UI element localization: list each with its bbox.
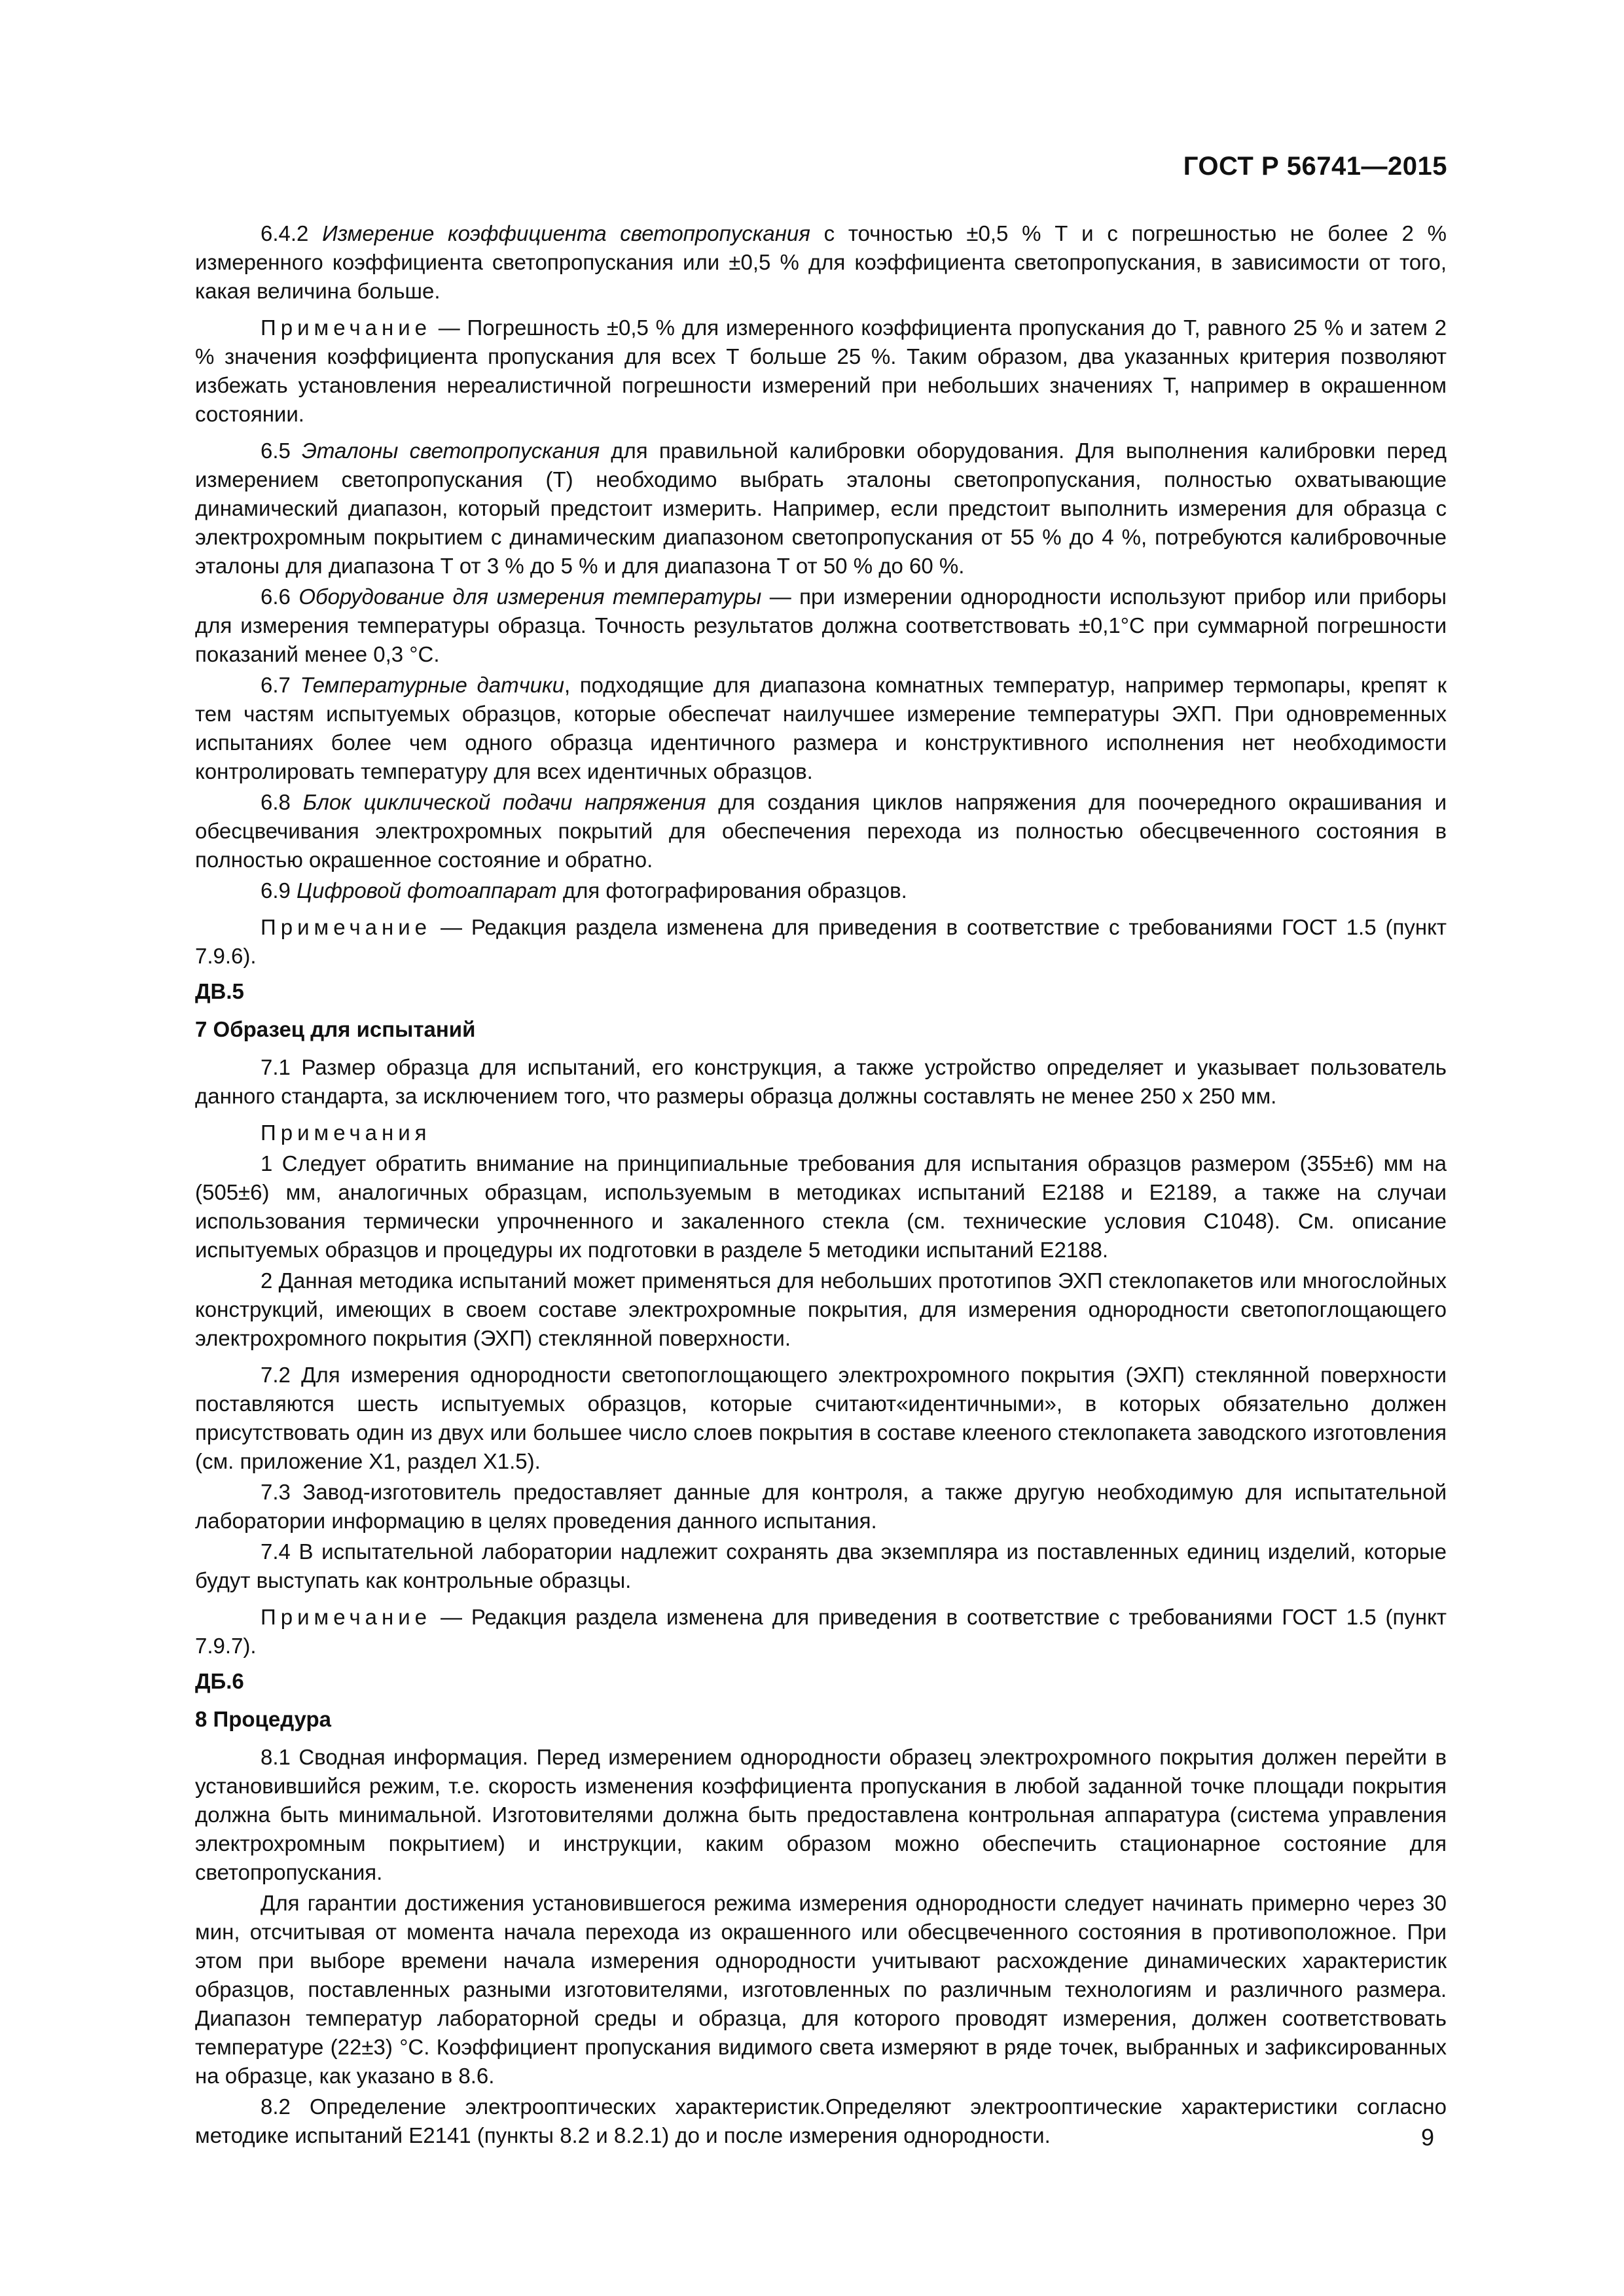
note-item-2: 2 Данная методика испытаний может применяться для небольших прототипов ЭХП стеклопакетов или многослойных конструкций, имеющих в своем составе электрохромные покрытия, для измерения однородности светопоглощающего электрохромного покрытия (ЭХП) стеклянной поверхности. — [195, 1268, 1447, 1350]
note-2 — [195, 913, 1447, 971]
clause-number: 6.9 — [261, 878, 297, 903]
note-label: Примечание — [261, 915, 432, 939]
clause-term: Эталоны светопропускания — [302, 439, 600, 463]
note-text: — Редакция раздела изменена для приведения в соответствие с требованиями ГОСТ 1.5 (пункт 7.9.7). — [195, 1605, 1447, 1658]
paragraph-6-4-2 — [195, 219, 1447, 306]
paragraph-7-2: 7.2 Для измерения однородности светопоглощающего электрохромного покрытия (ЭХП) стеклянной поверхности поставляются шесть испытуемых образцов, которые считают«идентичными», в которых обязательно должен присутствовать один из двух или большее число слоев покрытия в составе клееного стеклопакета заводского изготовления (см. приложение Х1, раздел Х1.5). — [195, 1363, 1447, 1473]
clause-number: 6.4.2 — [261, 221, 323, 245]
page-number: 9 — [1420, 2124, 1434, 2151]
heading-section-8: 8 Процедура — [195, 1707, 331, 1731]
paragraph-8-2: 8.2 Определение электрооптических характеристик.Определяют электрооптические характеристики согласно методике испытаний Е2141 (пункты 8.2 и 8.2.1) до и после измерения однородности. — [195, 2094, 1447, 2147]
clause-number: 6.8 — [261, 790, 303, 814]
clause-number: 6.5 — [261, 439, 302, 463]
heading-section-7: 7 Образец для испытаний — [195, 1017, 476, 1041]
paragraph-7-1: 7.1 Размер образца для испытаний, его конструкция, а также устройство определяет и указывает пользователь данного стандарта, за исключением того, что размеры образца должны составлять не менее 250 х 250 мм. — [195, 1055, 1447, 1108]
paragraph-6-6 — [195, 583, 1447, 669]
note-text: — Редакция раздела изменена для приведения в соответствие с требованиями ГОСТ 1.5 (пункт 7.9.6). — [195, 915, 1447, 968]
notes-label — [195, 1119, 1447, 1147]
heading-dv5: ДВ.5 — [195, 979, 244, 1003]
clause-text: для фотографирования образцов. — [556, 878, 907, 903]
clause-text: — при измерении однородности используют прибор или приборы для измерения температуры образца. Точность результатов должна соответствовать ±0,1°С при суммарной погрешности показаний менее 0,3 °С. — [195, 584, 1447, 666]
page-content — [195, 219, 1447, 2152]
note-3 — [195, 1603, 1447, 1660]
clause-term: Температурные датчики — [300, 673, 564, 697]
paragraph-7-3: 7.3 Завод-изготовитель предоставляет данные для контроля, а также другую необходимую для испытательной лаборатории информацию в целях проведения данного испытания. — [195, 1480, 1447, 1533]
clause-text: для правильной калибровки оборудования. Для выполнения калибровки перед измерением светопропускания (Т) необходимо выбрать эталоны светопропускания, полностью охватывающие динамический диапазон, который предстоит измерить. Например, если предстоит выполнить измерения для образца с электрохромным покрытием с динамическим диапазоном светопропускания от 55 % до 4 %, потребуются калибровочные эталоны для диапазона Т от 3 % до 5 % и для диапазона Т от 50 % до 60 %. — [195, 439, 1447, 578]
notes-label-text: Примечания — [261, 1121, 431, 1145]
clause-term: Блок циклической подачи напряжения — [302, 790, 706, 814]
clause-text: с точностью ±0,5 % Т и с погрешностью не более 2 % измеренного коэффициента светопропускания или ±0,5 % для коэффициента светопропускания, в зависимости от того, какая величина больше. — [195, 221, 1447, 303]
paragraph-7-4: 7.4 В испытательной лаборатории надлежит сохранять два экземпляра из поставленных единиц изделий, которые будут выступать как контрольные образцы. — [195, 1539, 1447, 1592]
paragraph-6-8 — [195, 788, 1447, 874]
note-text: — Погрешность ±0,5 % для измеренного коэффициента пропускания до Т, равного 25 % и затем 2 % значения коэффициента пропускания для всех Т больше 25 %. Таким образом, два указанных критерия позволяют избежать установления нереалистичной погрешности измерений при небольших значениях Т, например в окрашенном состоянии. — [195, 315, 1447, 426]
clause-term: Оборудование для измерения температуры — [298, 584, 762, 609]
clause-text: для создания циклов напряжения для поочередного окрашивания и обесцвечивания электрохромных покрытий для обеспечения перехода из полностью обесцвеченного состояния в полностью окрашенное состояние и обратно. — [195, 790, 1447, 872]
note-label: Примечание — [261, 1605, 432, 1629]
standard-header: ГОСТ Р 56741—2015 — [1183, 152, 1447, 181]
heading-db6: ДБ.6 — [195, 1669, 244, 1693]
paragraph-8-1-continued: Для гарантии достижения установившегося режима измерения однородности следует начинать примерно через 30 мин, отсчитывая от момента начала перехода из окрашенного или обесцвеченного состояния в противоположное. При этом при выборе времени начала измерения однородности учитывают расхождение динамических характеристик образцов, поставленных разными изготовителями, изготовленных по различным технологиям и различного размера. Диапазон температур лабораторной среды и образца, для которого проводят измерения, должен соответствовать температуре (22±3) °С. Коэффициент пропускания видимого света измеряют в ряде точек, выбранных и зафиксированных на образце, как указано в 8.6. — [195, 1891, 1447, 2088]
note-1 — [195, 314, 1447, 429]
clause-term: Цифровой фотоаппарат — [297, 878, 557, 903]
paragraph-6-5 — [195, 437, 1447, 581]
paragraph-6-9 — [195, 876, 1447, 905]
clause-number: 6.7 — [261, 673, 300, 697]
note-label: Примечание — [261, 315, 432, 340]
paragraph-8-1: 8.1 Сводная информация. Перед измерением однородности образец электрохромного покрытия должен перейти в установившийся режим, т.е. скорость изменения коэффициента пропускания в любой заданной точке площади покрытия должна быть минимальной. Изготовителями должна быть предоставлена контрольная аппаратура (система управления электрохромным покрытием) и инструкции, каким образом можно обеспечить стационарное состояние для светопропускания. — [195, 1745, 1447, 1884]
clause-number: 6.6 — [261, 584, 299, 609]
note-item-1: 1 Следует обратить внимание на принципиальные требования для испытания образцов размером (355±6) мм на (505±6) мм, аналогичных образцам, используемым в методиках испытаний Е2188 и Е2189, а также на случаи использования термически упрочненного и закаленного стекла (см. технические условия С1048). См. описание испытуемых образцов и процедуры их подготовки в разделе 5 методики испытаний Е2188. — [195, 1151, 1447, 1262]
paragraph-6-7 — [195, 671, 1447, 786]
clause-term: Измерение коэффициента светопропускания — [322, 221, 810, 245]
clause-text: , подходящие для диапазона комнатных температур, например термопары, крепят к тем частям испытуемых образцов, которые обеспечат наилучшее измерение температуры ЭХП. При одновременных испытаниях более чем одного образца идентичного размера и конструктивного исполнения нет необходимости контролировать температуру для всех идентичных образцов. — [195, 673, 1447, 783]
